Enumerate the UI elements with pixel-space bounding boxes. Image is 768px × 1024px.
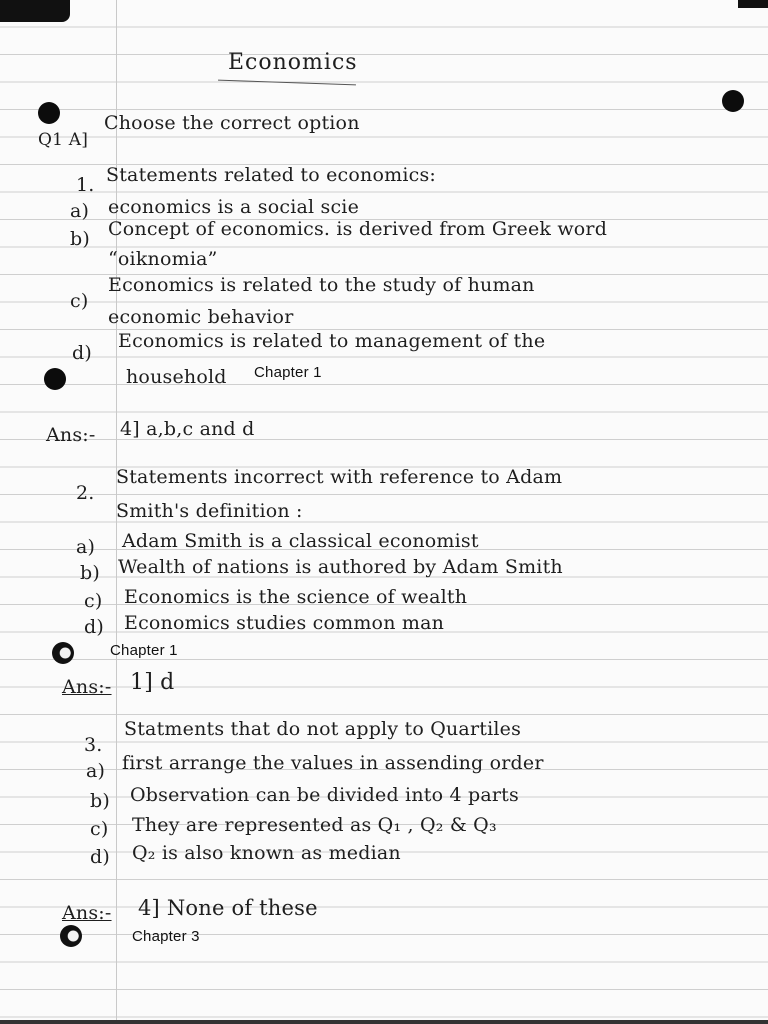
question-number: 3. bbox=[84, 734, 103, 756]
option-text: Economics studies common man bbox=[124, 612, 445, 634]
punch-hole-icon bbox=[44, 368, 66, 390]
question-stem: Statments that do not apply to Quartiles bbox=[124, 718, 522, 740]
scan-edge-shadow bbox=[0, 0, 70, 22]
answer-text: 4] a,b,c and d bbox=[120, 418, 255, 440]
option-text: Concept of economics. is derived from Greek word bbox=[108, 218, 608, 240]
chapter-label: Chapter 1 bbox=[254, 364, 322, 381]
option-label: d) bbox=[90, 846, 110, 868]
question-stem: Statements incorrect with reference to Adam bbox=[116, 466, 563, 488]
option-text: economic behavior bbox=[108, 306, 294, 328]
option-text: first arrange the values in assending order bbox=[122, 752, 544, 774]
option-text: They are represented as Q₁ , Q₂ & Q₃ bbox=[132, 814, 497, 836]
section-heading: Choose the correct option bbox=[104, 112, 360, 134]
page-title: Economics bbox=[228, 50, 358, 75]
option-text: Adam Smith is a classical economist bbox=[122, 530, 479, 552]
option-label: c) bbox=[84, 590, 103, 612]
option-text: Economics is related to management of the bbox=[118, 330, 546, 352]
option-label: d) bbox=[72, 342, 92, 364]
punch-hole-icon bbox=[722, 90, 744, 112]
option-label: c) bbox=[90, 818, 109, 840]
answer-text: 1] d bbox=[130, 670, 175, 695]
chapter-label: Chapter 3 bbox=[132, 928, 200, 945]
option-label: a) bbox=[70, 200, 90, 222]
option-text: Observation can be divided into 4 parts bbox=[130, 784, 519, 806]
title-underline bbox=[218, 80, 356, 86]
option-text: “oiknomia” bbox=[108, 248, 218, 270]
option-label: a) bbox=[86, 760, 106, 782]
question-number: 1. bbox=[76, 174, 95, 196]
option-text: economics is a social scie bbox=[108, 196, 360, 218]
option-label: b) bbox=[80, 562, 100, 584]
answer-text: 4] None of these bbox=[138, 896, 318, 920]
answer-label: Ans:- bbox=[46, 424, 96, 446]
scan-edge-shadow bbox=[0, 1020, 768, 1024]
option-text: Wealth of nations is authored by Adam Smith bbox=[118, 556, 563, 578]
answer-label: Ans:- bbox=[62, 902, 112, 924]
option-text: Economics is the science of wealth bbox=[124, 586, 468, 608]
question-stem: Statements related to economics: bbox=[106, 164, 436, 186]
scan-edge-shadow bbox=[738, 0, 768, 8]
option-label: c) bbox=[70, 290, 89, 312]
option-text: household bbox=[126, 366, 227, 388]
option-text: Economics is related to the study of human bbox=[108, 274, 535, 296]
option-label: b) bbox=[90, 790, 110, 812]
punch-hole-icon bbox=[52, 642, 74, 664]
punch-hole-icon bbox=[60, 925, 82, 947]
option-text: Q₂ is also known as median bbox=[132, 842, 401, 864]
option-label: d) bbox=[84, 616, 104, 638]
option-label: a) bbox=[76, 536, 96, 558]
chapter-label: Chapter 1 bbox=[110, 642, 178, 659]
question-stem: Smith's definition : bbox=[116, 500, 303, 522]
punch-hole-icon bbox=[38, 102, 60, 124]
question-label: Q1 A] bbox=[38, 130, 89, 150]
option-label: b) bbox=[70, 228, 90, 250]
question-number: 2. bbox=[76, 482, 95, 504]
answer-label: Ans:- bbox=[62, 676, 112, 698]
